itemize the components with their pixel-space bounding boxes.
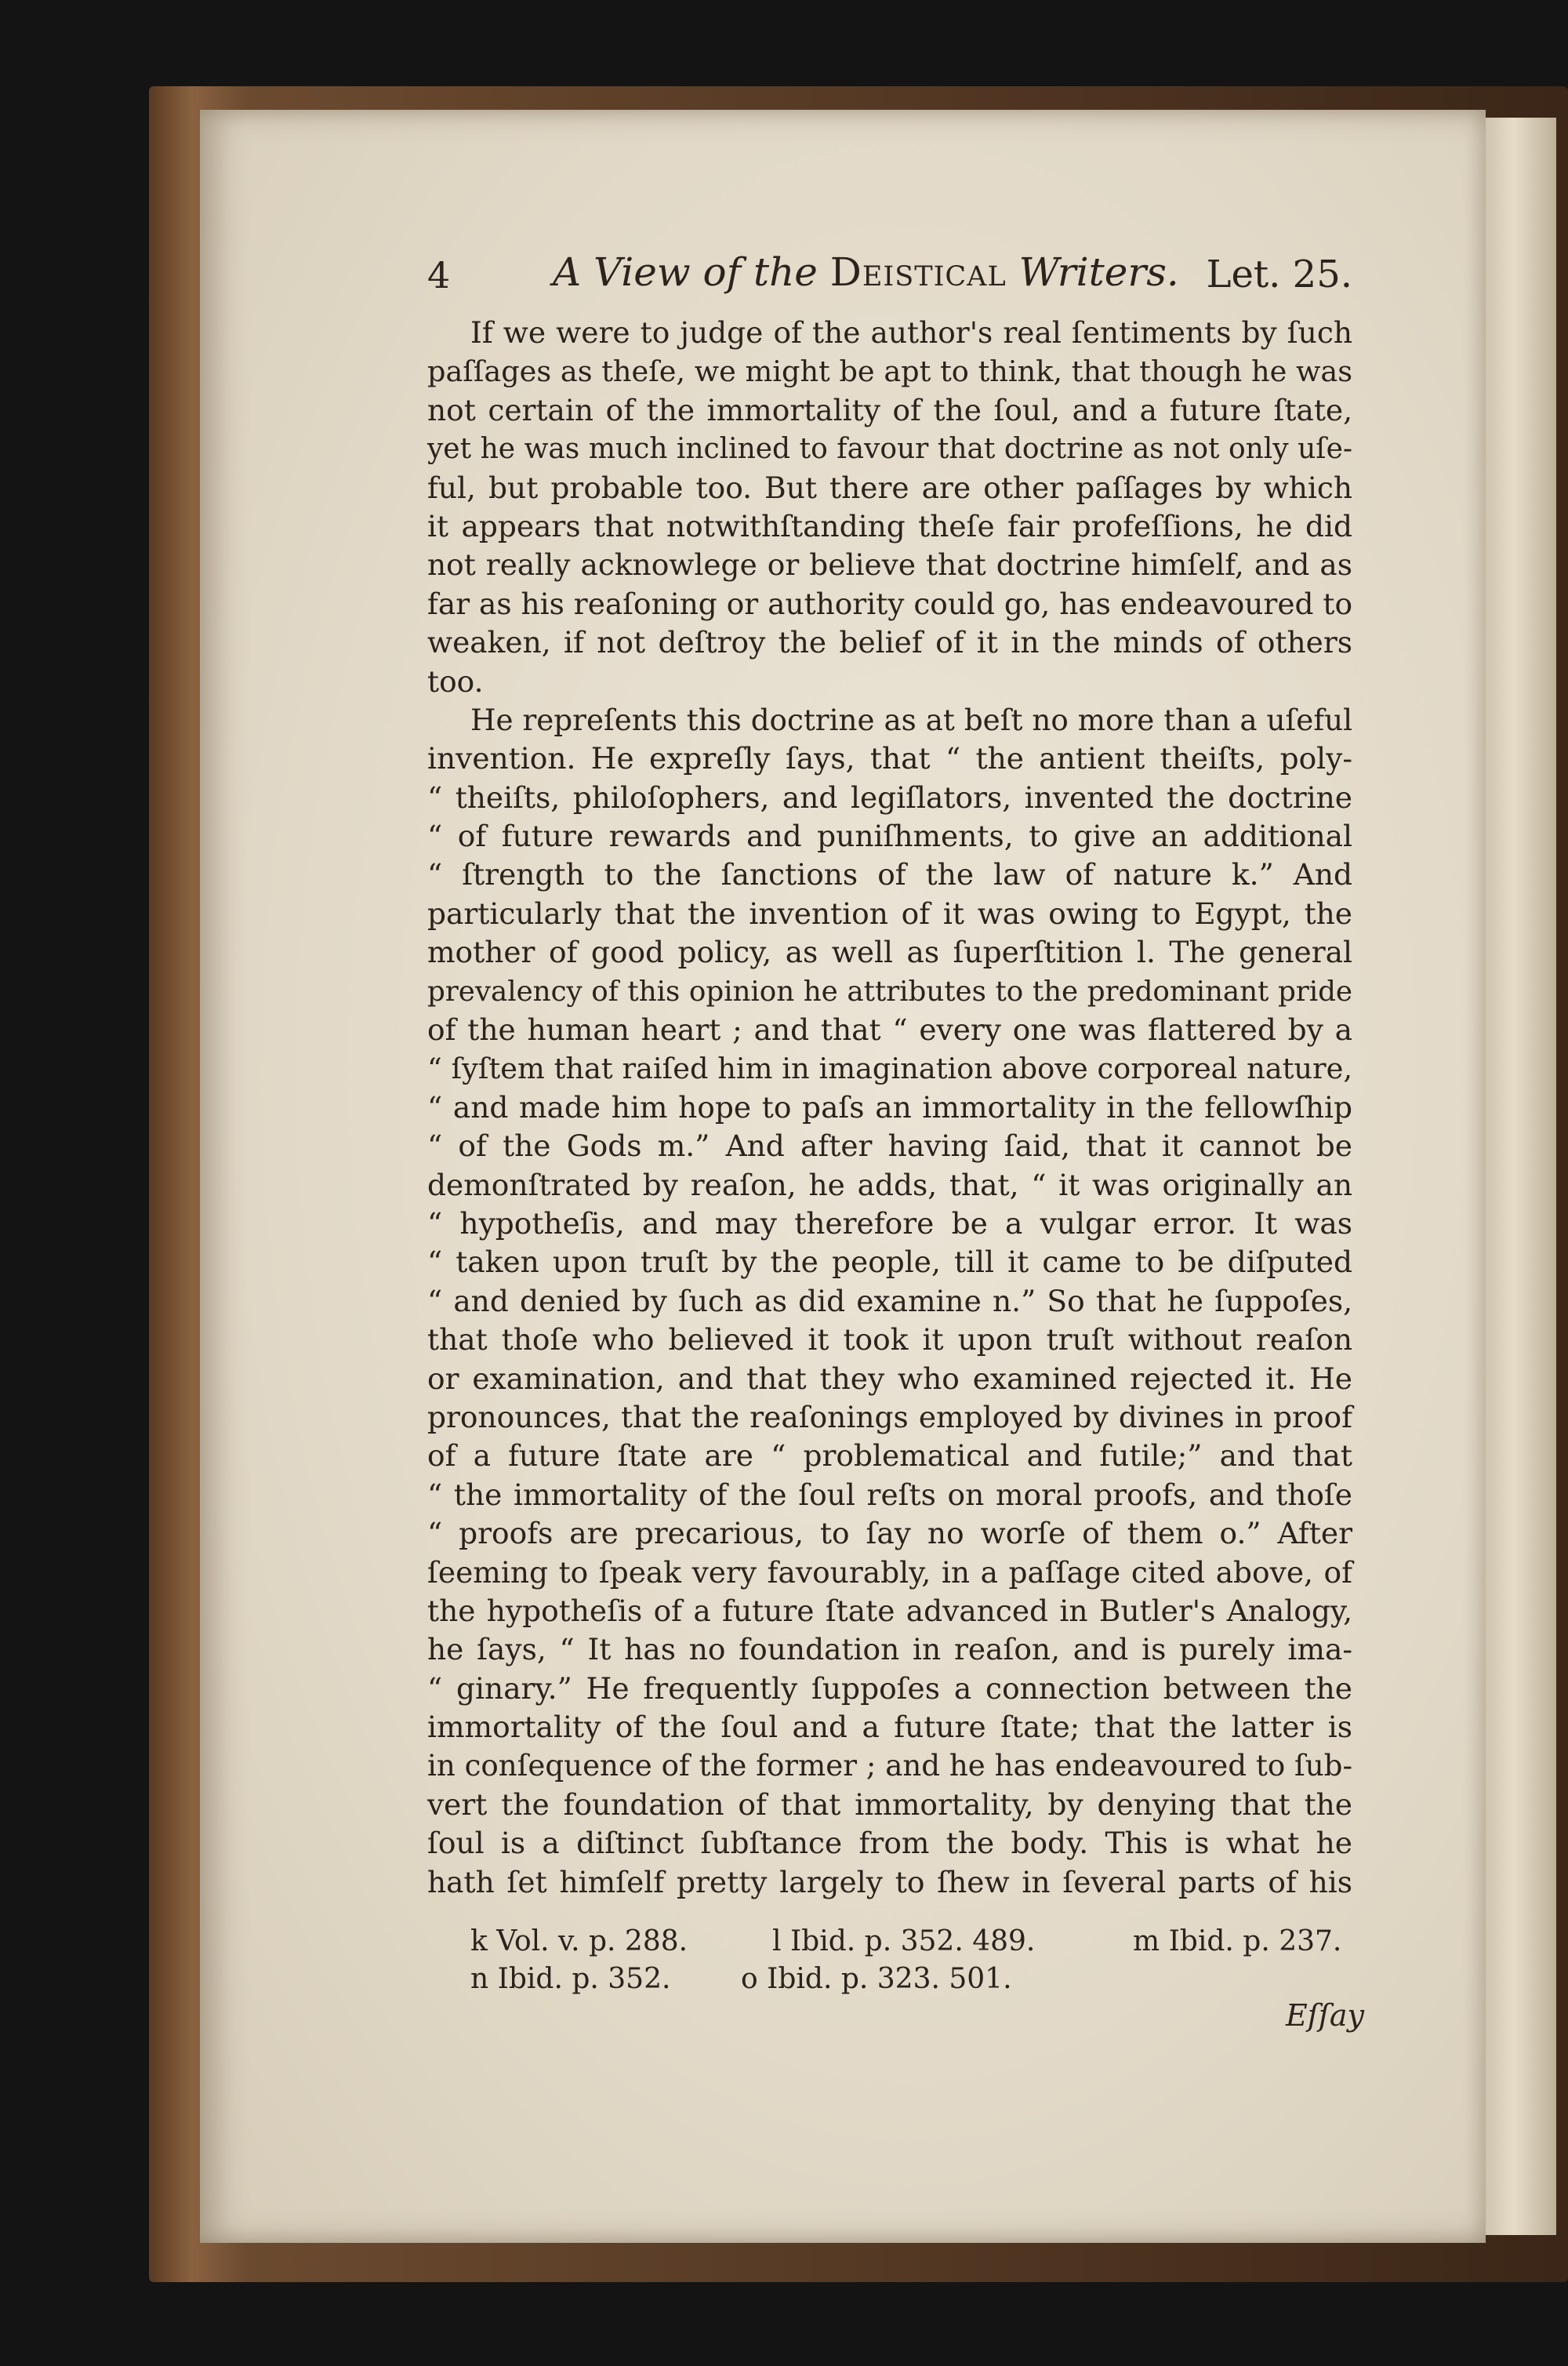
text-line: far as his reaſoning or authority could go, has endeavoured to [427,586,1352,621]
text-line: or examination, and that they who examined rejected it. He [427,1361,1352,1396]
footnote-m: m Ibid. p. 237. [1133,1925,1342,1957]
letter-number: Let. 25. [1206,253,1352,296]
text-line: it appears that notwithſtanding theſe fair profeſſions, he did [427,508,1352,543]
text-line: “ of future rewards and puniſhments, to give an additional [427,819,1352,854]
text-line: that thoſe who believed it took it upon truſt without reaſon [427,1322,1352,1357]
text-line: immortality of the ſoul and a future ſtate; that the latter is [427,1710,1352,1745]
text-line: demonſtrated by reaſon, he adds, that, “ it was originally an [427,1167,1352,1202]
text-line: particularly that the invention of it was owing to Egypt, the [427,896,1352,931]
footnotes [427,1923,1352,1998]
text-line: “ ſtrength to the ſanctions of the law of nature k.” And [427,857,1352,892]
text-line: “ hypotheſis, and may therefore be a vulgar error. It was [427,1205,1352,1241]
text-line: “ and made him hope to paſs an immortality in the fellowſhip [427,1089,1352,1125]
footnote-row [427,1923,1352,1961]
page-number: 4 [427,254,451,296]
text-line: yet he was much inclined to favour that doctrine as not only uſe- [427,433,1352,466]
text-line: of a future ſtate are “ problematical and futile;” and that [427,1438,1352,1474]
body-text [427,314,1352,1902]
text-line: prevalency of this opinion he attributes to the predominant pride [427,975,1352,1008]
text-line: he ſays, “ It has no foundation in reaſon, and is purely ima- [427,1632,1352,1667]
text-line: ful, but probable too. But there are other paſſages by which [427,470,1352,505]
text-line: hath ſet himſelf pretty largely to ſhew in ſeveral parts of his [427,1864,1352,1899]
text-line: weaken, if not deſtroy the belief of it in the minds of others [427,625,1352,660]
text-line: invention. He expreſly ſays, that “ the antient theiſts, poly- [427,741,1352,776]
catchword: Eſſay [1286,1998,1364,2033]
footnote-n: n Ibid. p. 352. [470,1963,671,1995]
text-line: too. [427,663,484,699]
running-header [427,249,1352,304]
footnote-row [427,1961,1352,1998]
text-line: He repreſents this doctrine as at beſt no more than a uſeful [470,702,1352,737]
text-line: “ and denied by ſuch as did examine n.” So that he ſuppoſes, [427,1283,1352,1318]
text-line: “ ginary.” He frequently ſuppoſes a connection between the [427,1670,1352,1706]
text-line: in conſequence of the former ; and he has endeavoured to ſub- [427,1749,1352,1783]
text-line: “ theiſts, philoſophers, and legiſlators, invented the doctrine [427,780,1352,815]
text-line: of the human heart ; and that “ every one was flattered by a [427,1012,1352,1048]
text-line: mother of good policy, as well as ſuperſtition l. The general [427,935,1352,970]
text-line: the hypotheſis of a future ſtate advanced in Butler's Analogy, [427,1593,1352,1628]
footnote-k: k Vol. v. p. 288. [470,1925,688,1957]
text-line: ſoul is a diſtinct ſubſtance from the body. This is what he [427,1826,1352,1861]
footnote-o: o Ibid. p. 323. 501. [741,1963,1012,1995]
text-line: “ the immortality of the ſoul reſts on moral proofs, and thoſe [427,1477,1352,1512]
text-line: ſeeming to ſpeak very favourably, in a paſſage cited above, of [427,1554,1352,1590]
text-line: vert the foundation of that immortality, by denying that the [427,1786,1352,1822]
running-title: A View of the Deistical Writers. [553,249,1179,295]
text-line: not certain of the immortality of the ſoul, and a future ſtate, [427,392,1352,427]
text-line: “ proofs are precarious, to ſay no worſe of them o.” After [427,1516,1352,1551]
text-line: pronounces, that the reaſonings employed by divines in proof [427,1399,1352,1434]
footnote-l: l Ibid. p. 352. 489. [772,1925,1036,1957]
text-line: “ ſyſtem that raiſed him in imagination above corporeal nature, [427,1052,1352,1086]
facing-page-edge [1486,118,1556,2235]
text-line: not really acknowlege or believe that doctrine himſelf, and as [427,547,1352,583]
text-line: paſſages as theſe, we might be apt to think, that though he was [427,354,1352,389]
text-line: “ taken upon truſt by the people, till it came to be diſputed [427,1245,1352,1280]
text-line: “ of the Gods m.” And after having ſaid, that it cannot be [427,1128,1352,1164]
text-line: If we were to judge of the author's real ſentiments by ſuch [470,315,1352,350]
